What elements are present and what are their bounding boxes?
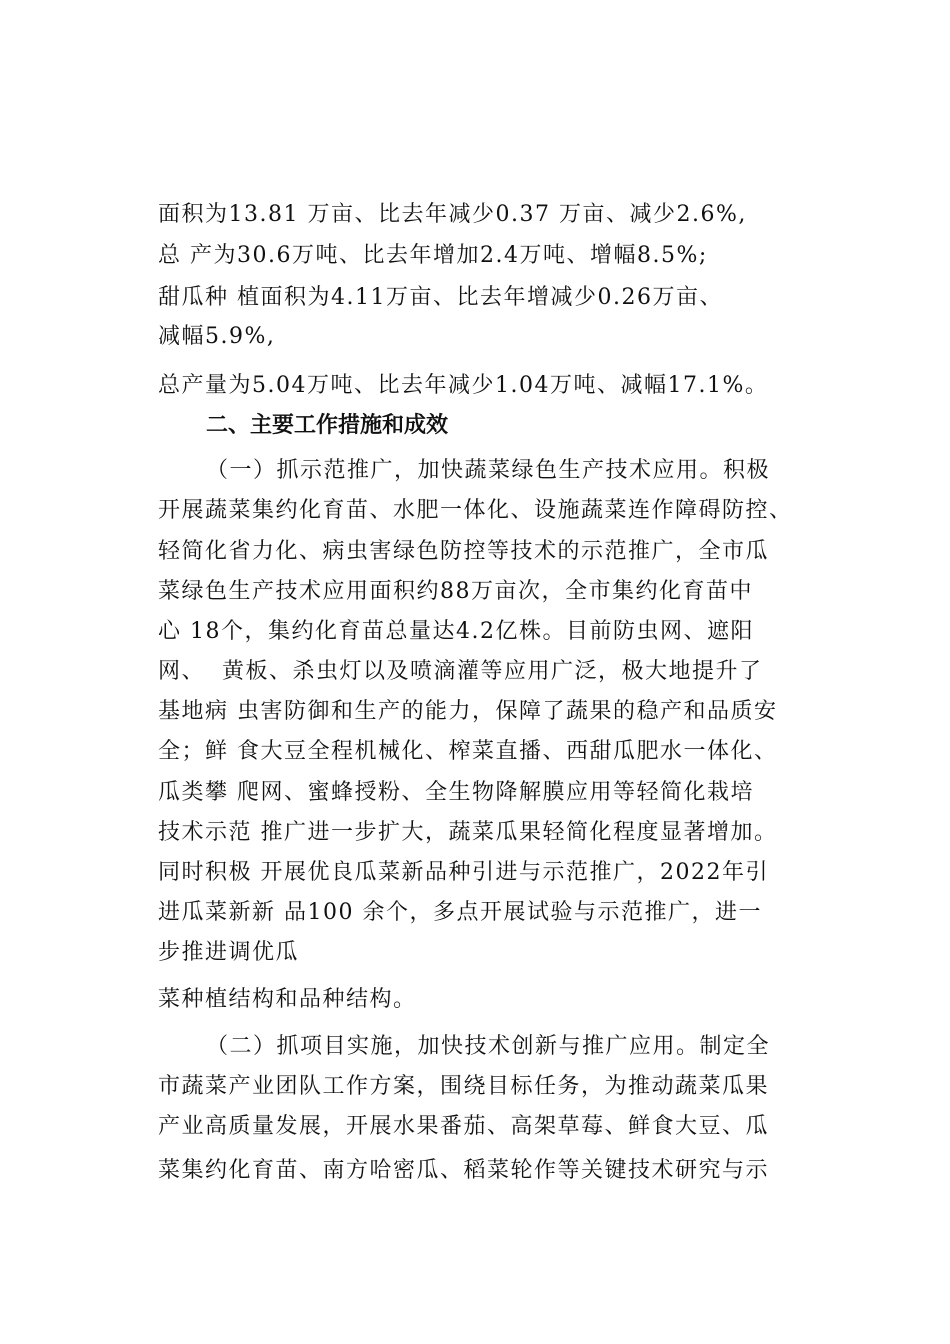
paragraph-line: 开展蔬菜集约化育苗、水肥一体化、设施蔬菜连作障碍防控、 [158,498,793,523]
paragraph-line: 面积为13.81 万亩、比去年减少0.37 万亩、减少2.6%, [158,202,747,227]
paragraph-line: 减幅5.9%, [158,324,276,349]
paragraph-line: 步推进调优瓜 [158,940,300,965]
paragraph-line: 总 产为30.6万吨、比去年增加2.4万吨、增幅8.5%; [158,243,708,268]
paragraph-line: 技术示范 推广进一步扩大，蔬菜瓜果轻简化程度显著增加。 [158,820,778,845]
paragraph-line: （二）抓项目实施，加快技术创新与推广应用。制定全 [206,1034,771,1059]
paragraph-line: 市蔬菜产业团队工作方案，围绕目标任务，为推动蔬菜瓜果 [158,1074,770,1099]
paragraph-line: 总产量为5.04万吨、比去年减少1.04万吨、减幅17.1%。 [158,373,769,398]
paragraph-line: 菜种植结构和品种结构。 [158,987,417,1012]
paragraph-line: 甜瓜种 植面积为4.11万亩、比去年增减少0.26万亩、 [158,285,723,310]
paragraph-line: 网、 黄板、杀虫灯以及喷滴灌等应用广泛，极大地提升了 [158,659,763,684]
paragraph-line: 心 18个，集约化育苗总量达4.2亿株。目前防虫网、遮阳 [158,619,754,644]
paragraph-line: 同时积极 开展优良瓜菜新品种引进与示范推广，2022年引 [158,860,769,885]
paragraph-line: 菜集约化育苗、南方哈密瓜、稻菜轮作等关键技术研究与示 [158,1158,770,1183]
section-heading: 二、主要工作措施和成效 [206,413,449,438]
paragraph-line: 轻简化省力化、病虫害绿色防控等技术的示范推广，全市瓜 [158,539,770,564]
paragraph-line: 基地病 虫害防御和生产的能力，保障了蔬果的稳产和品质安 [158,699,778,724]
paragraph-line: （一）抓示范推广，加快蔬菜绿色生产技术应用。积极 [206,458,771,483]
paragraph-line: 全；鲜 食大豆全程机械化、榨菜直播、西甜瓜肥水一体化、 [158,739,778,764]
paragraph-line: 进瓜菜新新 品100 余个，多点开展试验与示范推广，进一 [158,900,762,925]
paragraph-line: 菜绿色生产技术应用面积约88万亩次，全市集约化育苗中 [158,579,753,604]
paragraph-line: 瓜类攀 爬网、蜜蜂授粉、全生物降解膜应用等轻简化栽培 [158,780,754,805]
paragraph-line: 产业高质量发展，开展水果番茄、高架草莓、鲜食大豆、瓜 [158,1114,770,1139]
